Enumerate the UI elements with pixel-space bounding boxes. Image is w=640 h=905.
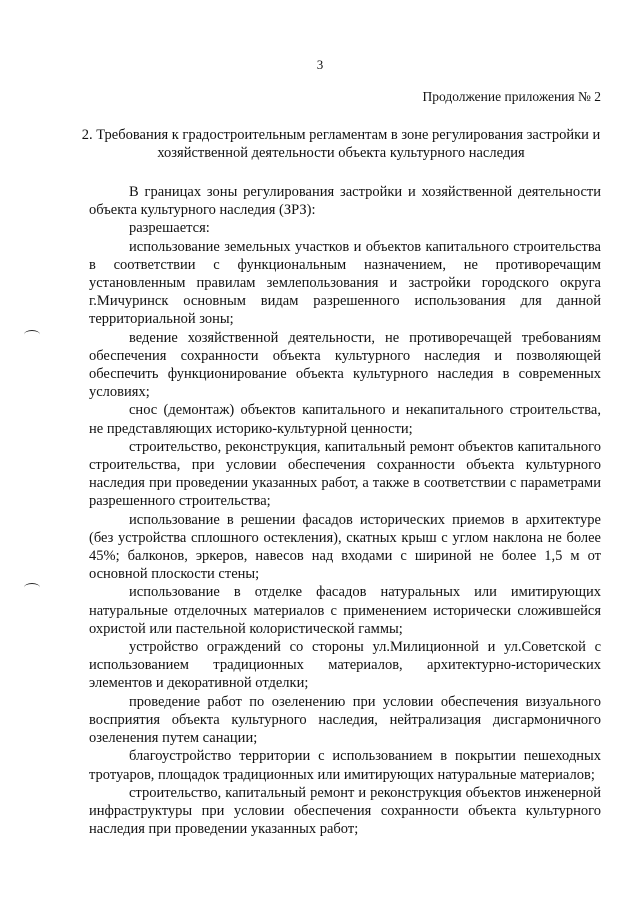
paragraph: ведение хозяйственной деятельности, не противоречащей требованиям обеспечения сохранности объекта культурного наследия и позволяющей обеспечить функционирование объекта культурного наследия в современных условиях; — [89, 329, 601, 401]
page-number: 3 — [316, 57, 324, 72]
section-heading: 2. Требования к градостроительным регламентам в зоне регулирования застройки и хозяйственной деятельности объекта культурного наследия — [81, 127, 601, 161]
paragraph: разрешается: — [129, 220, 210, 237]
paragraph: проведение работ по озеленению при условии обеспечения визуального восприятия объекта культурного наследия, нейтрализация дисгармоничного озеленения путем санации; — [89, 693, 601, 747]
binding-hole-mark — [24, 583, 40, 592]
paragraph: В границах зоны регулирования застройки и хозяйственной деятельности объекта культурного наследия (ЗРЗ): — [89, 184, 601, 219]
paragraph: устройство ограждений со стороны ул.Милиционной и ул.Советской с использованием традиционных материалов, архитектурно-исторических элементов и декоративной отделки; — [89, 639, 601, 692]
paragraph: использование в решении фасадов исторических приемов в архитектуре (без устройства сплошного остекления), скатных крыш с углом наклона не более 45%; балконов, эркеров, навесов над входами с шириной не более 1,5 м от основной плоскости стены; — [89, 511, 601, 583]
appendix-label: Продолжение приложения № 2 — [422, 89, 601, 104]
binding-hole-mark — [24, 330, 40, 339]
paragraph: использование земельных участков и объектов капитального строительства в соответствии с функциональным назначением, не противоречащим установленным правилам землепользования и застройки городского округа г.Мичуринск основным видам разрешенного использования для данной территориальной зоны; — [89, 238, 601, 328]
paragraph: строительство, капитальный ремонт и реконструкция объектов инженерной инфраструктуры при условии обеспечения сохранности объекта культурного наследия при проведении указанных работ; — [89, 784, 601, 838]
paragraph: снос (демонтаж) объектов капитального и некапитального строительства, не представляющих историко-культурной ценности; — [89, 402, 601, 437]
paragraph: строительство, реконструкция, капитальный ремонт объектов капитального строительства, при условии обеспечения сохранности объекта культурного наследия при проведении указанных работ, а также в соответствии с параметрами разрешенного строительства; — [89, 438, 601, 510]
paragraph: благоустройство территории с использованием в покрытии пешеходных тротуаров, площадок традиционных или имитирующих натуральные материалов; — [89, 748, 601, 783]
paragraph: использование в отделке фасадов натуральных или имитирующих натуральные отделочных материалов с применением исторически сложившейся охристой или пастельной колористической гаммы; — [89, 584, 601, 637]
document-body — [89, 183, 601, 838]
